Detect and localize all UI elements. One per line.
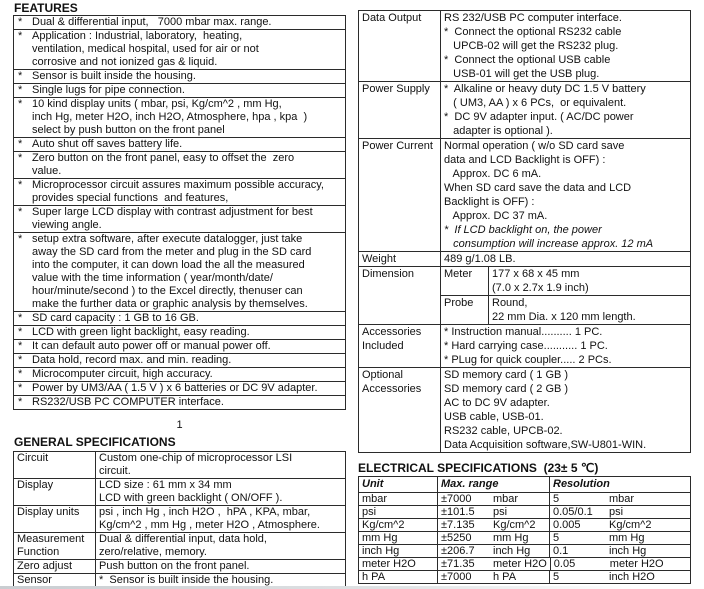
features-table <box>13 15 346 410</box>
spec-label <box>14 479 96 505</box>
unit-cell: h PA <box>359 571 438 583</box>
text-line: Included <box>362 340 404 352</box>
bullet-asterisk: * <box>18 179 23 191</box>
spec-label <box>359 11 441 81</box>
text-line: inch Hg, meter H2O, inch H2O, Atmosphere, hpa , kpa ) <box>32 111 308 123</box>
bullet-asterisk: * <box>18 382 23 394</box>
text-line: hour/minute/second ) to the Excel directly, thenuser can <box>32 285 303 297</box>
column-header-resolution: Resolution <box>553 478 610 490</box>
range-unit: Kg/cm^2 <box>493 519 536 531</box>
range-value: ±101.5 <box>441 506 475 518</box>
text-line: 177 x 68 x 45 mm <box>492 268 580 280</box>
feature-text <box>32 312 343 325</box>
text-line: Meter <box>444 268 473 280</box>
feature-text <box>32 206 343 232</box>
text-line: Weight <box>362 253 397 265</box>
bullet-asterisk: * <box>18 396 23 408</box>
text-line: into the computer, it can down load the all the measured <box>32 259 305 271</box>
bullet-asterisk: * <box>18 16 23 28</box>
text-line: Function <box>17 546 60 558</box>
text-line: zero/relative, memory. <box>99 546 207 558</box>
text-line: LCD size : 61 mm x 34 mm <box>99 479 232 491</box>
resolution-value: 0.05/0.1 <box>553 506 593 518</box>
text-line: 10 kind display units ( mbar, psi, Kg/cm^2 , mm Hg, <box>32 98 282 110</box>
feature-row <box>14 137 345 151</box>
feature-row <box>14 381 345 395</box>
table-header-row <box>359 477 690 492</box>
range-cell <box>438 506 550 518</box>
table-row <box>359 11 690 81</box>
range-cell <box>438 558 551 570</box>
text-line: Accessories <box>362 326 422 338</box>
general-specifications-table <box>13 451 346 588</box>
table-row <box>359 324 690 367</box>
text-line: ventilation, medical hospital, used for air or not <box>32 43 259 55</box>
feature-text <box>32 98 343 137</box>
table-row <box>14 532 345 559</box>
bullet-asterisk: * <box>18 233 23 245</box>
feature-text <box>32 138 343 151</box>
range-cell <box>438 545 550 557</box>
electrical-specifications-table <box>358 476 691 584</box>
text-line: RS 232/USB PC computer interface. <box>444 12 622 24</box>
table-row <box>359 505 690 518</box>
text-line: Single lugs for pipe connection. <box>32 84 185 96</box>
table-row <box>359 138 690 251</box>
range-unit: inch Hg <box>493 545 531 557</box>
text-line: Kg/cm^2 , mm Hg , meter H2O , Atmosphere. <box>99 519 320 531</box>
text-line: make the further data or graphic analysis by themselves. <box>32 298 308 310</box>
resolution-cell <box>550 545 690 557</box>
table-row <box>359 518 690 531</box>
text-line: * Connect the optional USB cable <box>444 54 611 66</box>
feature-row <box>14 151 345 178</box>
resolution-value: 0.005 <box>553 519 581 531</box>
text-line: SD card capacity : 1 GB to 16 GB. <box>32 312 199 324</box>
feature-row <box>14 97 345 137</box>
text-line: Data hold, record max. and min. reading. <box>32 354 232 366</box>
feature-text <box>32 368 343 381</box>
bullet-asterisk: * <box>18 152 23 164</box>
text-line: value with the time information ( year/month/date/ <box>32 272 273 284</box>
text-line: USB cable, USB-01. <box>444 411 544 423</box>
text-line: Round, <box>492 297 528 309</box>
feature-text <box>32 396 343 409</box>
text-line: Display <box>17 479 54 491</box>
text-line: 489 g/1.08 LB. <box>444 253 516 265</box>
text-line: Probe <box>444 297 474 309</box>
text-line: select by push button on the front panel <box>32 124 225 136</box>
dimension-meter-row <box>441 267 690 295</box>
text-line: * Sensor is built inside the housing. <box>99 574 274 586</box>
table-row <box>359 544 690 557</box>
device-spec-table <box>358 10 691 453</box>
text-line: ( UM3, AA ) x 6 PCs, or equivalent. <box>444 97 627 109</box>
range-value: ±7000 <box>441 571 472 583</box>
bullet-asterisk: * <box>18 138 23 150</box>
text-line: circuit. <box>99 465 131 477</box>
range-cell <box>438 571 550 583</box>
resolution-cell <box>550 571 690 583</box>
text-line: Optional <box>362 369 403 381</box>
text-line: Accessories <box>362 383 422 395</box>
feature-row <box>14 205 345 232</box>
text-line: UPCB-02 will get the RS232 plug. <box>444 40 619 52</box>
text-line: Custom one-chip of microprocessor LSI <box>99 452 293 464</box>
spec-value <box>441 82 690 138</box>
range-unit: mm Hg <box>493 532 529 544</box>
text-line: Normal operation ( w/o SD card save <box>444 140 625 152</box>
text-line: SD memory card ( 1 GB ) <box>444 369 569 381</box>
resolution-unit: mm Hg <box>609 532 645 544</box>
text-line: Application : Industrial, laboratory, heating, <box>32 30 243 42</box>
resolution-value: 5 <box>553 493 560 505</box>
spec-label <box>14 533 96 559</box>
dimension-sub-value <box>489 296 690 324</box>
spec-label <box>14 506 96 532</box>
unit-cell: mm Hg <box>359 532 438 544</box>
spec-label <box>359 267 441 324</box>
bullet-asterisk: * <box>18 98 23 110</box>
feature-text <box>32 179 343 205</box>
text-line: Zero button on the front panel, easy to offset the zero <box>32 152 295 164</box>
resolution-cell <box>551 558 690 570</box>
spec-label <box>14 560 96 573</box>
table-row <box>359 367 690 452</box>
resolution-value: 5 <box>553 532 560 544</box>
bullet-asterisk: * <box>18 340 23 352</box>
resolution-cell <box>550 506 690 518</box>
text-line: * Connect the optional RS232 cable <box>444 26 622 38</box>
feature-row <box>14 29 345 69</box>
text-line: data and LCD Backlight is OFF) : <box>444 154 606 166</box>
text-line: Dimension <box>362 268 414 280</box>
spec-value <box>96 479 345 505</box>
spec-value <box>441 267 690 324</box>
range-unit: psi <box>493 506 508 518</box>
text-line: Dual & differential input, 7000 mbar max. range. <box>32 16 272 28</box>
table-row <box>359 492 690 505</box>
unit-cell: inch Hg <box>359 545 438 557</box>
resolution-value: 5 <box>553 571 560 583</box>
feature-text <box>32 354 343 367</box>
general-specifications-title: GENERAL SPECIFICATIONS <box>14 435 176 449</box>
bullet-asterisk: * <box>18 312 23 324</box>
text-line: Auto shut off saves battery life. <box>32 138 183 150</box>
resolution-value: 0.05 <box>553 558 576 570</box>
table-row <box>359 557 690 570</box>
resolution-value: 0.1 <box>553 545 569 557</box>
dimension-probe-row <box>441 295 690 324</box>
text-line: Circuit <box>17 452 49 464</box>
table-row <box>14 573 345 587</box>
text-line: adapter is optional ). <box>444 125 553 137</box>
feature-text <box>32 382 343 395</box>
table-row <box>14 478 345 505</box>
text-line: Power Supply <box>362 83 430 95</box>
text-line: Measurement <box>17 533 85 545</box>
feature-row <box>14 353 345 367</box>
range-cell <box>438 532 550 544</box>
spec-value <box>96 452 345 478</box>
feature-row <box>14 367 345 381</box>
table-row <box>359 570 690 583</box>
text-line: * DC 9V adapter input. ( AC/DC power <box>444 111 634 123</box>
table-row <box>359 251 690 266</box>
table-row <box>359 266 690 324</box>
text-line: USB-01 will get the USB plug. <box>444 68 600 80</box>
resolution-unit: psi <box>609 506 624 518</box>
text-line: LCD with green light backlight, easy reading. <box>32 326 250 338</box>
text-line: Super large LCD display with contrast adjustment for best <box>32 206 313 218</box>
table-row <box>14 559 345 573</box>
range-value: ±71.35 <box>441 558 475 570</box>
text-line: Display units <box>17 506 80 518</box>
range-value: ±5250 <box>441 532 472 544</box>
text-line: (7.0 x 2.7x 1.9 inch) <box>492 282 589 294</box>
text-line: away the SD card from the meter and plug in the SD card <box>32 246 312 258</box>
text-line: viewing angle. <box>32 219 102 231</box>
dimension-sub-label <box>441 267 489 295</box>
text-line: 22 mm Dia. x 120 mm length. <box>492 311 636 323</box>
text-line: setup extra software, after execute datalogger, just take <box>32 233 303 245</box>
table-row <box>359 81 690 138</box>
feature-text <box>32 233 343 311</box>
text-line: Zero adjust <box>17 560 73 572</box>
unit-cell: Kg/cm^2 <box>359 519 438 531</box>
spec-value <box>441 325 690 367</box>
text-line: Power Current <box>362 140 433 152</box>
text-line: When SD card save the data and LCD <box>444 182 632 194</box>
feature-row <box>14 69 345 83</box>
text-line: Microcomputer circuit, high accuracy. <box>32 368 213 380</box>
spec-value <box>441 11 690 81</box>
resolution-unit: mbar <box>609 493 635 505</box>
spec-value <box>441 368 690 452</box>
feature-text <box>32 326 343 339</box>
spec-value <box>441 252 690 266</box>
bullet-asterisk: * <box>18 70 23 82</box>
text-line: Backlight is OFF) : <box>444 196 535 208</box>
text-line: * Alkaline or heavy duty DC 1.5 V battery <box>444 83 646 95</box>
range-cell <box>438 493 550 505</box>
bullet-asterisk: * <box>18 326 23 338</box>
resolution-unit: inch H2O <box>609 571 655 583</box>
range-value: ±7000 <box>441 493 472 505</box>
bullet-asterisk: * <box>18 84 23 96</box>
range-value: ±206.7 <box>441 545 475 557</box>
text-line: * Instruction manual.......... 1 PC. <box>444 326 603 338</box>
column-header-unit: Unit <box>359 477 438 492</box>
text-line: AC to DC 9V adapter. <box>444 397 550 409</box>
range-value: ±7.135 <box>441 519 475 531</box>
features-title: FEATURES <box>14 1 78 15</box>
text-line: Data Acquisition software,SW-U801-WIN. <box>444 439 647 451</box>
bullet-asterisk: * <box>18 354 23 366</box>
text-line: Microprocessor circuit assures maximum possible accuracy, <box>32 179 324 191</box>
dimension-sub-value <box>489 267 690 295</box>
bullet-asterisk: * <box>18 206 23 218</box>
resolution-cell <box>550 532 690 544</box>
feature-row <box>14 339 345 353</box>
text-line: Approx. DC 37 mA. <box>444 210 548 222</box>
text-line: provides special functions and features, <box>32 192 229 204</box>
text-line: corrosive and not ionized gas & liquid. <box>32 56 218 68</box>
feature-row <box>14 232 345 311</box>
text-line: Approx. DC 6 mA. <box>444 168 542 180</box>
resolution-unit: meter H2O <box>609 558 664 570</box>
text-line: * PLug for quick coupler..... 2 PCs. <box>444 354 612 366</box>
feature-row <box>14 178 345 205</box>
spec-label <box>359 82 441 138</box>
spec-label <box>359 252 441 266</box>
spec-value <box>441 139 690 251</box>
spec-label <box>14 452 96 478</box>
text-line: psi , inch Hg , inch H2O , hPA , KPA, mbar, <box>99 506 311 518</box>
spec-value <box>96 560 345 573</box>
bullet-asterisk: * <box>18 368 23 380</box>
text-line: It can default auto power off or manual power off. <box>32 340 271 352</box>
table-row <box>359 531 690 544</box>
range-cell <box>438 519 550 531</box>
text-line: consumption will increase approx. 12 mA <box>444 238 654 250</box>
text-line: SD memory card ( 2 GB ) <box>444 383 569 395</box>
feature-text <box>32 340 343 353</box>
text-line: Power by UM3/AA ( 1.5 V ) x 6 batteries or DC 9V adapter. <box>32 382 318 394</box>
bullet-asterisk: * <box>18 30 23 42</box>
feature-row <box>14 311 345 325</box>
spec-label <box>359 139 441 251</box>
text-line: Sensor <box>17 574 52 586</box>
unit-cell: meter H2O <box>359 558 438 570</box>
dimension-sub-label <box>441 296 489 324</box>
resolution-unit: Kg/cm^2 <box>609 519 652 531</box>
electrical-specifications-title: ELECTRICAL SPECIFICATIONS (23± 5 ℃) <box>358 461 599 475</box>
text-line: Data Output <box>362 12 422 24</box>
resolution-unit: inch Hg <box>609 545 647 557</box>
feature-text <box>32 16 343 29</box>
text-line: * If LCD backlight on, the power <box>444 224 602 236</box>
range-unit: meter H2O <box>493 558 547 570</box>
text-line: value. <box>32 165 62 177</box>
text-line: RS232/USB PC COMPUTER interface. <box>32 396 224 408</box>
text-line: Dual & differential input, data hold, <box>99 533 267 545</box>
feature-row <box>14 395 345 409</box>
text-line: Sensor is built inside the housing. <box>32 70 196 82</box>
feature-row <box>14 83 345 97</box>
feature-text <box>32 70 343 83</box>
resolution-cell <box>550 519 690 531</box>
feature-text <box>32 30 343 69</box>
spec-label <box>359 325 441 367</box>
page-number: 1 <box>176 419 183 431</box>
text-line: RS232 cable, UPCB-02. <box>444 425 563 437</box>
table-row <box>14 452 345 478</box>
feature-row <box>14 16 345 29</box>
unit-cell: psi <box>359 506 438 518</box>
column-header-max-range: Max. range <box>438 477 550 492</box>
text-line: LCD with green backlight ( ON/OFF ). <box>99 492 283 504</box>
resolution-cell <box>550 493 690 505</box>
unit-cell: mbar <box>359 493 438 505</box>
spec-value <box>96 533 345 559</box>
table-row <box>14 505 345 532</box>
spec-value <box>96 506 345 532</box>
feature-text <box>32 152 343 178</box>
range-unit: h PA <box>493 571 517 583</box>
text-line: Push button on the front panel. <box>99 560 250 572</box>
spec-label <box>359 368 441 452</box>
feature-text <box>32 84 343 97</box>
range-unit: mbar <box>493 493 519 505</box>
feature-row <box>14 325 345 339</box>
text-line: * Hard carrying case........... 1 PC. <box>444 340 608 352</box>
